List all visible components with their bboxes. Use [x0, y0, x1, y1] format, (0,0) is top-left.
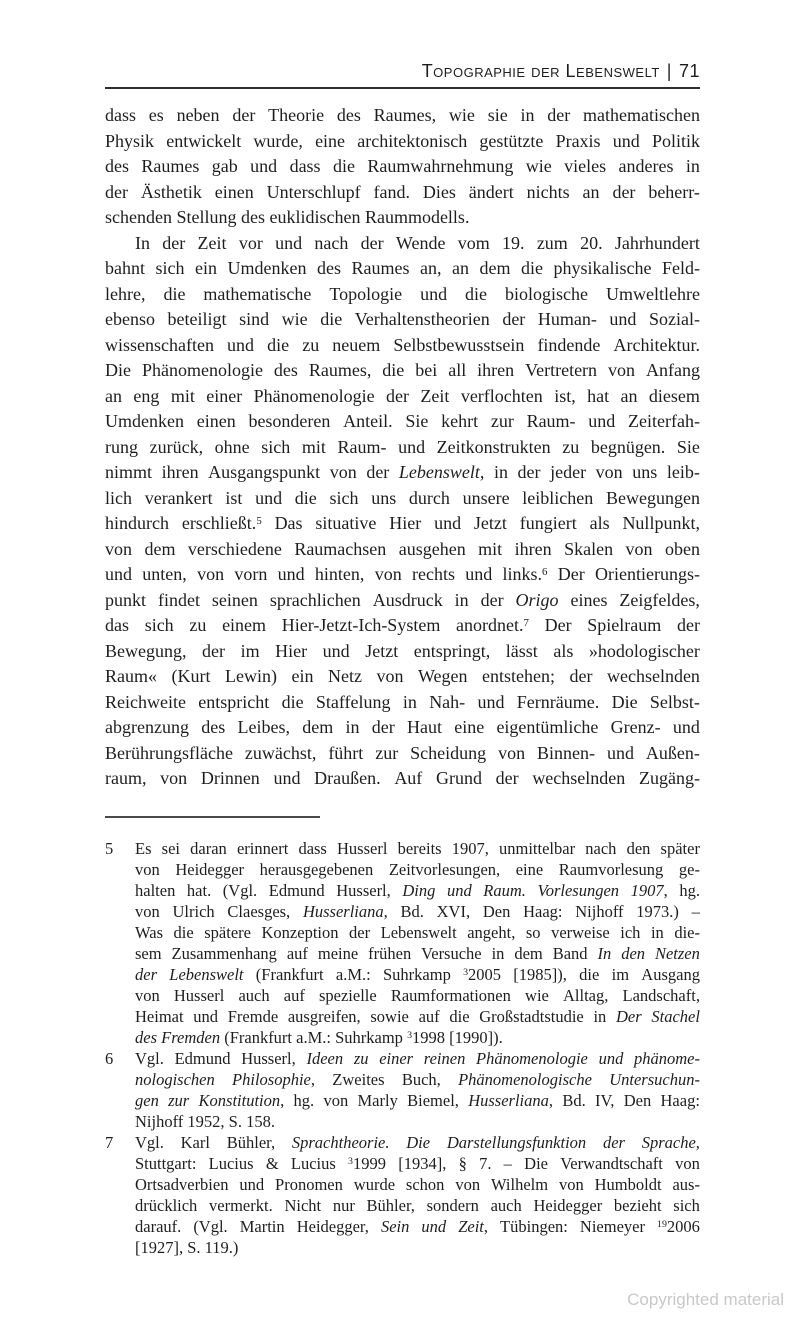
text-line: drücklich vermerkt. Nicht nur Bühler, sondern auch Heidegger bezieht sich	[135, 1195, 700, 1215]
running-title: Topographie der Lebenswelt	[421, 61, 660, 81]
text-line: Bewegung, der im Hier und Jetzt entspringt, lässt als »hodologischer	[105, 640, 700, 661]
text-line: Physik entwickelt wurde, eine architektonisch gestützte Praxis und Politik	[105, 130, 700, 151]
footnote	[105, 1132, 700, 1258]
text-line: darauf. (Vgl. Martin Heidegger, Sein und Zeit, Tübingen: Niemeyer $^{19}$2006	[135, 1216, 700, 1236]
text-line: Umdenken einen besonderen Anteil. Sie kehrt zur Raum- und Zeiterfah-	[105, 411, 700, 431]
text-block	[105, 60, 700, 1258]
text-line: Berührungsfläche zuwächst, führt zur Scheidung von Binnen- und Außen-	[105, 742, 700, 763]
footnote	[105, 838, 700, 1048]
text-line: [1927], S. 119.)	[135, 1237, 239, 1257]
paragraph	[105, 103, 700, 231]
text-line: des Raumes gab und dass die Raumwahrnehmung wie vieles anderes in	[105, 156, 700, 176]
text-line: an eng mit einer Phänomenologie der Zeit verflochten ist, hat an diesem	[105, 385, 700, 406]
footnote-number: 5	[105, 838, 114, 858]
footnote-separator	[105, 816, 320, 818]
text-line: Es sei daran erinnert dass Husserl bereits 1907, unmittelbar nach den später	[135, 838, 700, 858]
footnote-number: 6	[105, 1048, 114, 1068]
text-line: Reichweite entspricht die Staffelung in Nah- und Fernräume. Die Selbst-	[105, 691, 700, 712]
text-line: Die Phänomenologie des Raumes, die bei all ihren Vertretern von Anfang	[105, 360, 700, 380]
text-line: von Husserl auch auf spezielle Raumformationen wie Alltag, Landschaft,	[135, 985, 700, 1005]
header-divider: |	[666, 61, 672, 81]
text-line: ebenso beteiligt sind wie die Verhaltenstheorien der Human- und Sozial-	[105, 309, 700, 329]
footnote	[105, 1048, 700, 1132]
text-line: lehre, die mathematische Topologie und die biologische Umweltlehre	[105, 283, 700, 304]
text-line: und unten, von vorn und hinten, von rechts und links.$^6$ Der Orientierungs-	[105, 564, 700, 584]
text-line: rung zurück, ohne sich mit Raum- und Zeitkonstrukten zu begnügen. Sie	[105, 436, 700, 457]
text-line: lich verankert ist und die sich uns durch unsere leiblichen Bewegungen	[105, 487, 700, 508]
text-line: hindurch erschließt.$^5$ Das situative Hier und Jetzt fungiert als Nullpunkt,	[105, 513, 700, 533]
text-line: von dem verschiedene Raumachsen ausgehen mit ihren Skalen von oben	[105, 538, 700, 559]
text-line: Raum« (Kurt Lewin) ein Netz von Wegen entstehen; der wechselnden	[105, 666, 700, 686]
text-line: der Lebenswelt (Frankfurt a.M.: Suhrkamp $^3$2005 [1985]), die im Ausgang	[135, 964, 700, 984]
text-line: dass es neben der Theorie des Raumes, wie sie in der mathematischen	[105, 105, 700, 125]
page-number: 71	[678, 61, 700, 81]
body-text	[105, 103, 700, 792]
text-line: von Ulrich Claesges, Husserliana, Bd. XVI, Den Haag: Nijhoff 1973.) –	[135, 901, 700, 921]
text-line: halten hat. (Vgl. Edmund Husserl, Ding und Raum. Vorlesungen 1907, hg.	[135, 880, 700, 900]
text-line: Nijhoff 1952, S. 158.	[135, 1111, 275, 1131]
text-line: Heimat und Fremde ausgreifen, sowie auf die Großstadtstudie in Der Stachel	[135, 1006, 700, 1026]
text-line: Ortsadverbien und Pronomen wurde schon von Wilhelm von Humboldt aus-	[135, 1174, 700, 1194]
text-line: des Fremden (Frankfurt a.M.: Suhrkamp $^3$1998 [1990]).	[135, 1027, 503, 1047]
text-line: der Ästhetik einen Unterschlupf fand. Dies ändert nichts an der beherr-	[105, 181, 700, 202]
text-line: Was die spätere Konzeption der Lebenswelt angeht, so verweise ich in die-	[135, 922, 700, 942]
text-line: von Heidegger herausgegebenen Zeitvorlesungen, eine Raumvorlesung ge-	[135, 859, 700, 879]
text-line: nimmt ihren Ausgangspunkt von der Lebenswelt, in der jeder von uns leib-	[105, 462, 700, 482]
text-line: wissenschaften und die zu neuem Selbstbewusstsein findende Architektur.	[105, 334, 700, 355]
footnote-lines	[135, 1048, 700, 1132]
page-header	[105, 60, 700, 82]
footnote-number: 7	[105, 1132, 114, 1152]
footnote-lines	[135, 1132, 700, 1258]
text-line: schenden Stellung des euklidischen Raummodells.	[105, 207, 470, 227]
footnote-lines	[135, 838, 700, 1048]
text-line: Stuttgart: Lucius & Lucius $^3$1999 [1934], § 7. – Die Verwandtschaft von	[135, 1153, 700, 1173]
text-line: In der Zeit vor und nach der Wende vom 19. zum 20. Jahrhundert	[135, 232, 700, 253]
text-line: abgrenzung des Leibes, dem in der Haut eine eigentümliche Grenz- und	[105, 717, 700, 737]
text-line: punkt findet seinen sprachlichen Ausdruck in der Origo eines Zeigfeldes,	[105, 589, 700, 610]
text-line: gen zur Konstitution, hg. von Marly Biemel, Husserliana, Bd. IV, Den Haag:	[135, 1090, 700, 1110]
text-line: bahnt sich ein Umdenken des Raumes an, an dem die physikalische Feld-	[105, 258, 700, 278]
copyright-watermark: Copyrighted material	[627, 1290, 784, 1309]
text-line: Vgl. Edmund Husserl, Ideen zu einer reinen Phänomenologie und phänome-	[135, 1048, 700, 1068]
footnotes	[105, 838, 700, 1258]
paragraph	[105, 231, 700, 792]
text-line: Vgl. Karl Bühler, Sprachtheorie. Die Darstellungsfunktion der Sprache,	[135, 1132, 700, 1152]
text-line: sem Zusammenhang auf meine frühen Versuche in dem Band In den Netzen	[135, 943, 700, 963]
text-line: das sich zu einem Hier-Jetzt-Ich-System anordnet.$^7$ Der Spielraum der	[105, 615, 700, 635]
header-rule	[105, 87, 700, 89]
text-line: raum, von Drinnen und Draußen. Auf Grund der wechselnden Zugäng-	[105, 768, 700, 788]
text-line: nologischen Philosophie, Zweites Buch, Phänomenologische Untersuchun-	[135, 1069, 700, 1089]
